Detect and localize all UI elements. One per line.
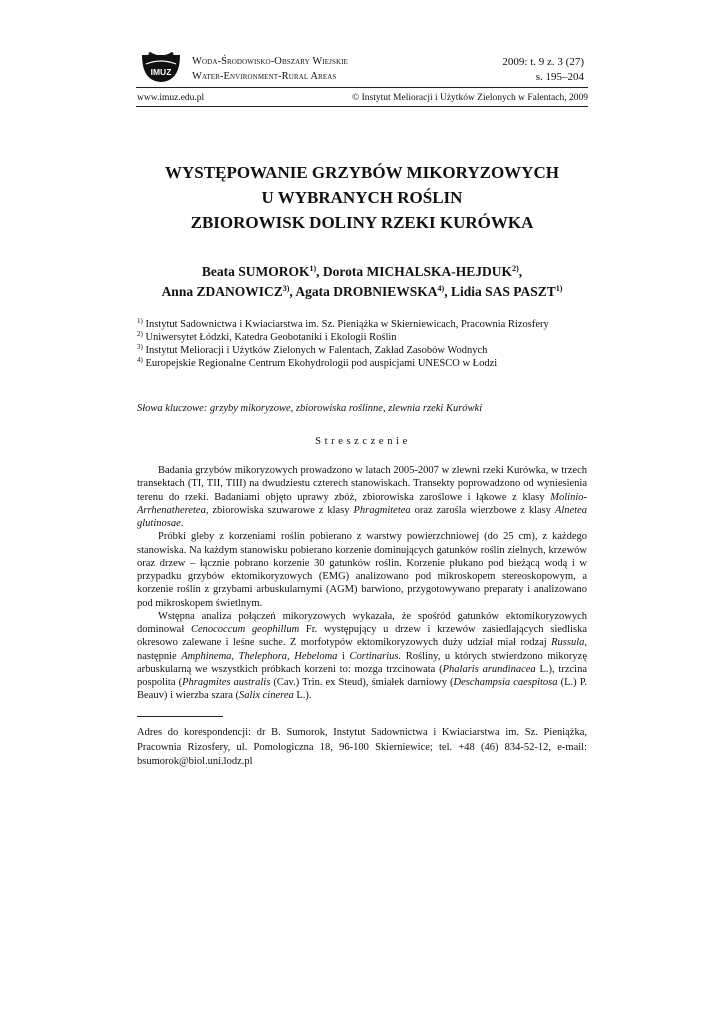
- copyright-notice: © Instytut Melioracji i Użytków Zielonych w Falentach, 2009: [352, 93, 588, 103]
- article-title: [100, 160, 624, 235]
- title-line: WYSTĘPOWANIE GRZYBÓW MIKORYZOWYCH: [165, 163, 559, 182]
- author-name: Agata DROBNIEWSKA: [295, 284, 438, 299]
- author-list: Beata SUMOROK$^{1)}$, Dorota MICHALSKA-HEJDUK$^{2)}$, Anna ZDANOWICZ$^{3)}$, Agata DROBNIEWSKA$^{4)}$, Lidia SAS PASZT$^{1)}$: [161, 264, 563, 299]
- journal-logo: [140, 51, 182, 85]
- author-affil-mark: 4): [437, 284, 445, 293]
- title-line: U WYBRANYCH ROŚLIN: [261, 188, 463, 207]
- author-affil-mark: 1): [555, 284, 563, 293]
- journal-title-en: Water-Environment-Rural Areas: [192, 71, 337, 82]
- footnote-divider: [137, 716, 223, 717]
- affiliation-item: $^{2)}$ Uniwersytet Łódzki, Katedra Geobotaniki i Ekologii Roślin: [137, 330, 397, 343]
- title-line: ZBIOROWISK DOLINY RZEKI KURÓWKA: [190, 213, 534, 232]
- author-name: Lidia SAS PASZT: [450, 284, 556, 299]
- website-link[interactable]: www.imuz.edu.pl: [137, 93, 205, 103]
- author-name: Dorota MICHALSKA-HEJDUK: [322, 264, 513, 279]
- header-divider: [136, 106, 588, 107]
- affiliation-item: $^{3)}$ Instytut Melioracji i Użytków Zielonych w Falentach, Zakład Zasobów Wodnych: [137, 343, 488, 356]
- author-name: Anna ZDANOWICZ: [161, 284, 283, 299]
- affiliation-list: [137, 318, 607, 370]
- header-divider: [136, 87, 588, 88]
- issue-number: 2009: t. 9 z. 3 (27): [502, 56, 584, 68]
- affiliation-item: $^{4)}$ Europejskie Regionalne Centrum Ekohydrologii pod auspicjami UNESCO w Łodzi: [137, 356, 498, 369]
- abstract-body: [137, 464, 587, 703]
- page-range: s. 195–204: [535, 71, 584, 83]
- correspondence-footnote: Adres do korespondencji: dr B. Sumorok, Instytut Sadownictwa i Kwiaciarstwa im. Sz. Pieniążka, Pracownia Rizosfery, ul. Pomologiczna 18, 96-100 Skierniewice; tel. +48 (46) 834-52-12, e-mail: bsumorok@biol.uni.lodz.pl: [137, 727, 587, 767]
- affiliation-item: $^{1)}$ Instytut Sadownictwa i Kwiaciarstwa im. Sz. Pieniążka w Skierniewicach, Pracownia Rizosfery: [137, 317, 549, 330]
- logo-text: IMUZ: [150, 67, 172, 77]
- author-affil-mark: 2): [512, 264, 519, 273]
- author-affil-mark: 3): [282, 284, 290, 293]
- journal-title-pl: Woda-Środowisko-Obszary Wiejskie: [192, 56, 348, 67]
- author-name: Beata SUMOROK: [201, 264, 310, 279]
- abstract-paragraph: Próbki gleby z korzeniami roślin pobierano z warstwy powierzchniowej (do 25 cm), z każdego stanowiska. Na każdym stanowisku pobierano korzenie dominujących gatunków roślin zielnych, krzewów oraz drzew – łącznie pobrano korzenie 30 gatunków roślin. Korzenie płukano pod bieżącą wodą i w przypadku grzybów ektomikoryzowych (EMG) analizowano pod mikroskopem stereoskopowym, a korzenie roślin z grzybami arbuskularnymi (AGM) barwiono, przygotowywano preparaty i analizowano pod mikroskopem świetlnym.: [137, 531, 587, 609]
- summary-heading: Streszczenie: [315, 436, 411, 447]
- author-affil-mark: 1): [309, 264, 317, 273]
- keywords: Słowa kluczowe: grzyby mikoryzowe, zbiorowiska roślinne, zlewnia rzeki Kurówki: [137, 403, 483, 414]
- abstract-paragraph: Badania grzybów mikoryzowych prowadzono w latach 2005-2007 w zlewni rzeki Kurówka, w trzech transektach (TI, TII, TIII) na dwudziestu czterech stanowiskach. Transekty poprowadzono od wyniesienia terenu do rzeki. Badaniami objęto uprawy zbóż, zbiorowiska zaroślowe i łąkowe z klasy Molinio-Arrhenatheretea, zbiorowiska szuwarowe z klasy Phragmitetea oraz zarośla wierzbowe z klasy Alnetea glutinosae.: [137, 465, 588, 529]
- abstract-paragraph: Wstępna analiza połączeń mikoryzowych wykazała, że spośród gatunków ektomikoryzowych dominował Cenococcum geophillum Fr. występujący u drzew i krzewów zasiedlających siedliska okresowo zalewane i leśne suche. Z morfotypów ektomikoryzowych duży udział miał rodzaj Russula, następnie Amphinema, Thelephora, Hebeloma i Cortinarius. Rośliny, u których stwierdzono mikoryzę arbuskularną we wszystkich próbkach korzeni to: mozga trzcinowata (Phalaris arundinacea L.), trzcina pospolita (Phragmites australis (Cav.) Trin. ex Steud), śmiałek darniowy (Deschampsia caespitosa (L.) P. Beauv) i wierzba szara (Salix cinerea L.).: [137, 610, 587, 702]
